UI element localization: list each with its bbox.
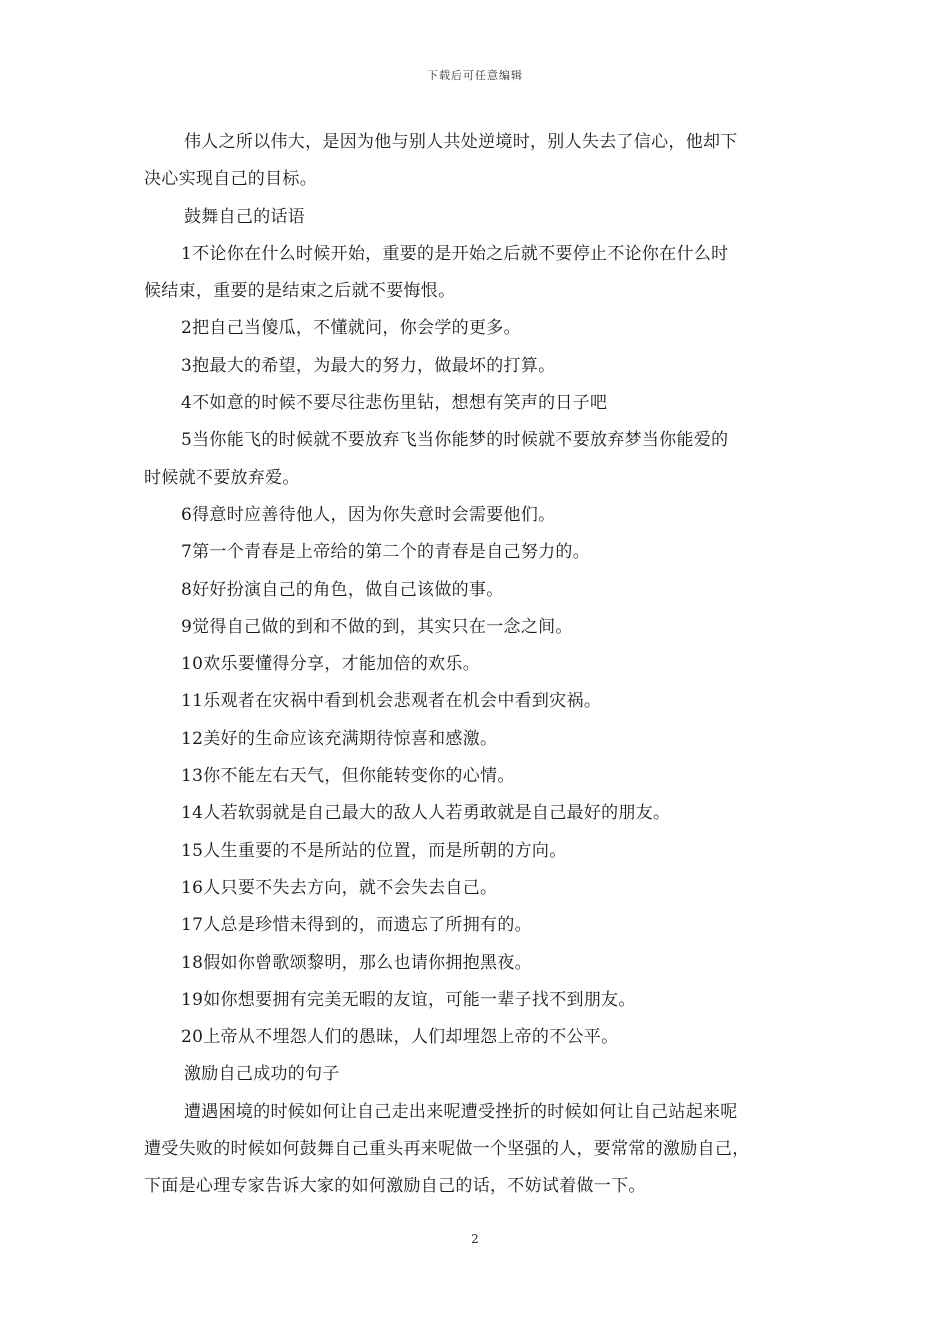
text-line: 15人生重要的不是所站的位置，而是所朝的方向。 — [181, 840, 567, 861]
text-line: 9觉得自己做的到和不做的到，其实只在一念之间。 — [181, 616, 573, 637]
page-header: 下载后可任意编辑 — [427, 69, 523, 82]
text-line: 5当你能飞的时候就不要放弃飞当你能梦的时候就不要放弃梦当你能爱的 — [181, 430, 729, 451]
text-line: 17人总是珍惜未得到的，而遗忘了所拥有的。 — [181, 915, 532, 936]
text-line: 鼓舞自己的话语 — [184, 206, 306, 227]
text-line: 8好好扮演自己的角色，做自己该做的事。 — [181, 579, 504, 600]
text-line: 20上帝从不埋怨人们的愚昧，人们却埋怨上帝的不公平。 — [181, 1027, 619, 1048]
text-line: 决心实现自己的目标。 — [144, 169, 317, 190]
text-line: 遭受失败的时候如何鼓舞自己重头再来呢做一个坚强的人，要常常的激励自己， — [144, 1139, 750, 1160]
text-line: 激励自己成功的句子 — [184, 1064, 340, 1085]
text-line: 10欢乐要懂得分享，才能加倍的欢乐。 — [181, 654, 481, 675]
text-line: 16人只要不失去方向，就不会失去自己。 — [181, 877, 498, 898]
text-line: 1不论你在什么时候开始，重要的是开始之后就不要停止不论你在什么时 — [181, 243, 729, 264]
text-line: 遭遇困境的时候如何让自己走出来呢遭受挫折的时候如何让自己站起来呢 — [184, 1101, 738, 1122]
text-line: 7第一个青春是上帝给的第二个的青春是自己努力的。 — [181, 542, 591, 563]
text-line: 伟人之所以伟大，是因为他与别人共处逆境时，别人失去了信心，他却下 — [184, 132, 738, 152]
page-number: 2 — [471, 1232, 479, 1246]
text-line: 下面是心理专家告诉大家的如何激励自己的话，不妨试着做一下。 — [144, 1176, 646, 1197]
text-line: 3抱最大的希望，为最大的努力，做最坏的打算。 — [181, 355, 556, 376]
text-line: 18假如你曾歌颂黎明，那么也请你拥抱黑夜。 — [181, 952, 532, 973]
text-line: 19如你想要拥有完美无暇的友谊，可能一辈子找不到朋友。 — [181, 989, 636, 1010]
document-body — [144, 124, 824, 1206]
text-line: 时候就不要放弃爱。 — [144, 467, 300, 488]
text-line: 4不如意的时候不要尽往悲伤里钻，想想有笑声的日子吧 — [181, 393, 608, 414]
text-line: 6得意时应善待他人，因为你失意时会需要他们。 — [181, 504, 556, 525]
text-line: 候结束，重要的是结束之后就不要悔恨。 — [144, 281, 456, 302]
text-line: 13你不能左右天气，但你能转变你的心情。 — [181, 766, 515, 787]
text-line: 2把自己当傻瓜，不懂就问，你会学的更多。 — [181, 318, 521, 339]
text-line: 12美好的生命应该充满期待惊喜和感激。 — [181, 728, 498, 749]
text-line: 11乐观者在灾祸中看到机会悲观者在机会中看到灾祸。 — [181, 691, 602, 712]
text-line: 14人若软弱就是自己最大的敌人人若勇敢就是自己最好的朋友。 — [181, 803, 671, 824]
